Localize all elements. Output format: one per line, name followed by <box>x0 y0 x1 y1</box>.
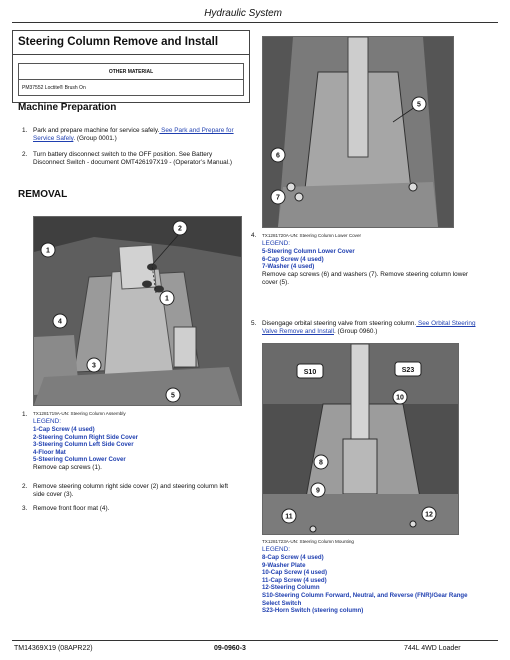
prep-step-2-number: 2. <box>22 151 28 158</box>
fig3-callout-11: 11 <box>285 513 293 521</box>
fig2-legend-item: 7-Washer (4 used) <box>262 263 315 271</box>
removal-step-3-text: Remove front floor mat (4). <box>33 505 110 512</box>
fig3-callout-s23: S23 <box>401 367 415 374</box>
removal-step-1-number: 1. <box>22 411 28 418</box>
footer-page-number: 09-0960-3 <box>214 645 246 652</box>
fig1-legend-title: LEGEND: <box>33 418 62 425</box>
removal-step-1-text: Remove cap screws (1). <box>33 463 102 471</box>
removal-step-2 <box>22 483 240 499</box>
fig1-caption: TX1281719A-UN: Steering Column Assembly <box>33 411 126 416</box>
removal-step-5-text: Disengage orbital steering valve from steering column. <box>262 320 417 327</box>
removal-step-5-number: 5. <box>251 320 257 327</box>
removal-step-2-text: Remove steering column right side cover (2) and steering column left side cover (3). <box>33 483 229 498</box>
fig3-callout-8: 8 <box>319 459 323 467</box>
removal-heading: REMOVAL <box>18 189 68 200</box>
removal-step-3 <box>22 505 240 513</box>
removal-step-4-number: 4. <box>251 232 257 239</box>
other-material-heading: OTHER MATERIAL <box>19 64 244 80</box>
machine-preparation-heading: Machine Preparation <box>18 102 117 113</box>
prep-step-2-text: Turn battery disconnect switch to the OFF position. See Battery Disconnect Switch - document OMT426197X19 - (Operator’s Manual.) <box>33 151 233 166</box>
fig3-legend-item: 10-Cap Screw (4 used) <box>262 569 328 577</box>
steering-column-assembly-figure <box>33 216 242 406</box>
prep-step-1-group: . (Group 0001.) <box>73 135 117 142</box>
section-header: Hydraulic System <box>204 8 282 19</box>
header-rule <box>12 22 498 23</box>
fig1-legend <box>33 418 240 472</box>
fig1-callout-3: 3 <box>92 362 96 370</box>
fig3-legend-item: 11-Cap Screw (4 used) <box>262 576 327 584</box>
fig2-callout-5: 5 <box>417 101 421 109</box>
fig1-callout-2: 2 <box>178 225 182 233</box>
removal-step-4-text: Remove cap screws (6) and washers (7). Remove steering column lower cover (5). <box>262 270 468 286</box>
fig2-callout-7: 7 <box>276 194 280 202</box>
fig3-legend-item: S10-Steering Column Forward, Neutral, and Reverse (FNR)/Gear Range Select Switch <box>262 591 468 607</box>
fig3-legend-item: 12-Steering Column <box>262 584 320 592</box>
fig3-caption: TX1281723A-UN: Steering Column Mounting <box>262 539 354 544</box>
fig2-legend <box>262 240 474 287</box>
removal-step-5-group: . (Group 0960.) <box>334 328 378 335</box>
fig1-callout-1b: 1 <box>165 295 169 303</box>
fig1-legend-item: 3-Steering Column Left Side Cover <box>33 441 134 449</box>
fig3-legend-item: 8-Cap Screw (4 used) <box>262 554 324 561</box>
steering-column-lower-cover-figure <box>262 36 454 228</box>
fig3-legend-item: 9-Washer Plate <box>262 561 306 569</box>
other-material-table <box>18 63 244 96</box>
fig1-legend-item: 4-Floor Mat <box>33 448 66 456</box>
orbital-steering-valve-link[interactable]: See Orbital Steering Valve Remove and Install <box>262 320 476 335</box>
fig3-callout-10: 10 <box>396 394 404 402</box>
prep-step-1-number: 1. <box>22 127 28 134</box>
fig2-legend-item: 5-Steering Column Lower Cover <box>262 248 355 255</box>
fig1-legend-item: 5-Steering Column Lower Cover <box>33 456 126 464</box>
fig3-callout-s10: S10 <box>303 369 317 376</box>
removal-step-3-number: 3. <box>22 505 28 512</box>
procedure-title-box <box>12 30 250 103</box>
prep-step-2 <box>22 151 240 167</box>
fig1-legend-item: 1-Cap Screw (4 used) <box>33 426 95 433</box>
fig3-legend <box>262 546 480 615</box>
fig3-callout-9: 9 <box>316 487 320 495</box>
fig2-callout-6: 6 <box>276 152 280 160</box>
fig2-legend-title: LEGEND: <box>262 240 291 247</box>
fig3-legend-title: LEGEND: <box>262 546 291 553</box>
fig3-callout-12: 12 <box>425 511 433 519</box>
fig1-callout-4: 4 <box>58 318 62 326</box>
prep-step-1 <box>22 127 240 143</box>
removal-step-2-number: 2. <box>22 483 28 490</box>
footer-rule <box>12 640 498 641</box>
fig2-legend-item: 6-Cap Screw (4 used) <box>262 255 324 263</box>
fig1-callout-1a: 1 <box>46 247 50 255</box>
prep-step-1-text: Park and prepare machine for service safely. <box>33 127 160 134</box>
park-prepare-link[interactable]: See Park and Prepare for Service Safely <box>33 127 234 142</box>
other-material-row: PM37552 Loctite® Brush On <box>19 80 244 96</box>
fig2-caption: TX1281720A-UN: Steering Column Lower Cover <box>262 233 362 238</box>
removal-step-5 <box>251 320 476 336</box>
footer-model: 744L 4WD Loader <box>404 645 461 652</box>
fig1-legend-item: 2-Steering Column Right Side Cover <box>33 433 138 441</box>
steering-column-mounting-figure <box>262 343 459 535</box>
fig1-callout-5: 5 <box>171 392 175 400</box>
procedure-title: Steering Column Remove and Install <box>13 31 249 55</box>
fig3-legend-item: S23-Horn Switch (steering column) <box>262 607 364 615</box>
footer-doc-id: TM14369X19 (08APR22) <box>14 645 93 652</box>
